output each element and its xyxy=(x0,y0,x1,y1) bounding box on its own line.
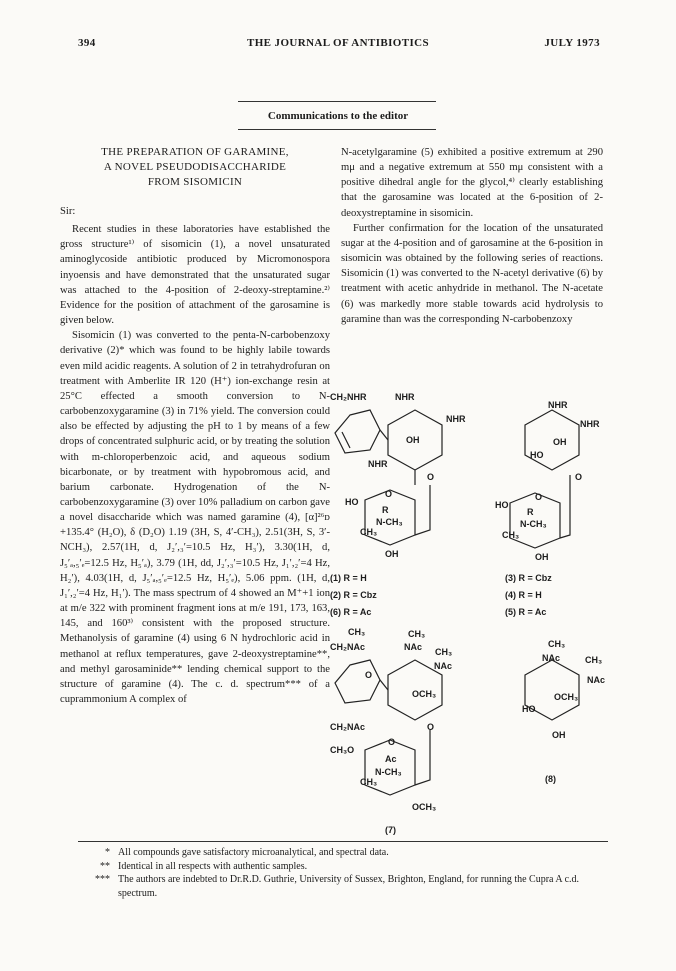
salutation: Sir: xyxy=(60,206,76,217)
label-c-ch3-4: CH₃ xyxy=(360,777,378,787)
footnote-1 xyxy=(78,846,598,860)
label-a-ho: HO xyxy=(345,497,359,507)
section-title: Communications to the editor xyxy=(267,110,409,122)
label-c-ring-o-2: O xyxy=(388,737,396,747)
label-c-nch3: N-CH₃ xyxy=(375,767,402,777)
label-b-ho: HO xyxy=(530,450,544,460)
label-c-nac-2: NAc xyxy=(434,661,453,671)
legend-compound-6: (6) R = Ac xyxy=(330,607,372,617)
left-column xyxy=(60,145,330,707)
label-d-nac-1: NAc xyxy=(542,653,561,663)
page-number: 394 xyxy=(78,37,96,49)
label-a-ch3: CH₃ xyxy=(360,527,378,537)
label-c-ch2nac: CH₂NAc xyxy=(330,642,366,652)
paragraph-confirmation: Further confirmation for the location of the unsaturated sugar at the 4-position and of garosamine at the 6-position in sisomicin was obtained by the following series of reactions. Sisomicin (1) was converted to the N-acetyl derivative (6) by treatment with acetic anhydride in methanol. The N-acetate (6) was markedly more stable towards acid hydrolysis to garamine than was the corresponding N-carbobenzoxy xyxy=(341,222,603,325)
label-b-nhr-2: NHR xyxy=(580,419,600,429)
label-a-oh: OH xyxy=(406,435,420,445)
legend-compound-4: (4) R = H xyxy=(505,590,542,600)
label-d-nac-2: NAc xyxy=(587,675,606,685)
label-b-oh-2: OH xyxy=(535,552,549,562)
label-b-oh: OH xyxy=(553,437,567,447)
footnote-mark: *** xyxy=(95,874,110,885)
legend-compound-1: (1) R = H xyxy=(330,573,367,583)
section-rule-top xyxy=(238,101,436,102)
label-a-o: O xyxy=(427,472,435,482)
label-compound-8: (8) xyxy=(545,774,556,784)
article-title-line-3: FROM SISOMICIN xyxy=(147,176,243,188)
label-c-ac: Ac xyxy=(385,754,397,764)
label-c-o: O xyxy=(427,722,435,732)
journal-name: THE JOURNAL OF ANTIBIOTICS xyxy=(246,37,430,49)
label-d-ho: HO xyxy=(522,704,536,714)
label-d-ch3-1: CH₃ xyxy=(548,639,566,649)
section-rule-bottom xyxy=(238,129,436,130)
label-a-nhr-3: NHR xyxy=(368,459,388,469)
label-c-ch3-1: CH₃ xyxy=(348,627,366,637)
label-d-ch3-2: CH₃ xyxy=(585,655,603,665)
label-c-nac-1: NAc xyxy=(404,642,423,652)
label-c-och3: OCH₃ xyxy=(412,689,437,699)
label-b-nhr-1: NHR xyxy=(548,400,568,410)
paragraph-cd-spectrum: N-acetylgaramine (5) exhibited a positive extremum at 290 mμ and a negative extremum at 550 mμ consistent with a positive dihedral angle for the glycol,⁴⁾ clearly establishing that the garosamine was located at the 6-position of 2-deoxystreptamine in sisomicin. xyxy=(341,147,603,219)
footnote-mark: ** xyxy=(100,860,110,872)
article-title-line-2: A NOVEL PSEUDODISACCHARIDE xyxy=(103,161,287,173)
footnote-2 xyxy=(78,860,598,874)
label-a-nhr-1: NHR xyxy=(395,392,415,402)
label-b-o: O xyxy=(575,472,583,482)
right-column xyxy=(341,145,603,327)
label-a-r: R xyxy=(382,505,389,515)
label-b-ch3: CH₃ xyxy=(502,530,520,540)
article-title-line-1: THE PREPARATION OF GARAMINE, xyxy=(101,146,289,158)
label-a-oh-2: OH xyxy=(385,549,399,559)
legend-compound-2: (2) R = Cbz xyxy=(330,590,377,600)
footnote-text: Identical in all respects with authentic samples. xyxy=(118,860,308,872)
label-c-ring-o: O xyxy=(365,670,373,680)
label-c-ch2nac-2: CH₂NAc xyxy=(330,722,366,732)
footnote-mark: * xyxy=(105,847,110,858)
footnote-text: All compounds gave satisfactory microanalytical, and spectral data. xyxy=(118,847,389,858)
label-compound-7: (7) xyxy=(385,825,396,835)
label-a-nhr-2: NHR xyxy=(446,414,466,424)
footnotes xyxy=(78,846,598,900)
structure-figure xyxy=(330,385,620,840)
footnote-3 xyxy=(78,873,598,900)
legend-compound-5: (5) R = Ac xyxy=(505,607,547,617)
label-d-oh: OH xyxy=(552,730,566,740)
footnote-rule xyxy=(78,841,608,842)
label-c-och3-2: OCH₃ xyxy=(412,802,437,812)
label-c-ch3-3: CH₃ xyxy=(435,647,453,657)
label-a-ch2nhr: CH₂NHR xyxy=(330,392,367,402)
label-d-och3: OCH₃ xyxy=(554,692,579,702)
label-b-ring-o: O xyxy=(535,492,543,502)
label-b-r: R xyxy=(527,507,534,517)
label-b-ho-2: HO xyxy=(495,500,509,510)
label-c-ch3o: CH₃O xyxy=(330,745,355,755)
label-c-ch3-2: CH₃ xyxy=(408,629,426,639)
label-a-ring-o: O xyxy=(385,489,393,499)
footnote-text: The authors are indebted to Dr.R.D. Guthrie, University of Sussex, Brighton, England, for running the Cupra A c.d. spectrum. xyxy=(118,874,580,899)
label-a-nch3: N-CH₃ xyxy=(376,517,403,527)
paragraph-synthesis: Sisomicin (1) was converted to the penta-N-carbobenzoxy derivative (2)* which was found to be highly labile towards even mild acidic reagents. A solution of 2 in tetrahydrofuran on treatment with Amberlite IR 120 (H⁺) ion-exchange resin at 25°C effected a smooth conversion to N-carbobenzoxygaramine (3) in 71% yield. The conversion could also be effected by adjusting the pH to 1 by means of a few drops of concentrated sulphuric acid, or by treating the solution with m-chloroperbenzoic acid, and aqueous sodium bicarbonate, or by treatment with hypobromous acid, and barium carbonate. Hydrogenation of the N-carbobenzoxygaramine (3) over 10% palladium on carbon gave a novel disaccharide which was named garamine (4), [α]²⁶ᴅ +135.4° (H₂O), δ (D₂O) 1.19 (3H, S, 4′-CH₃), 2.51(3H, S, 3′-NCH₃), 2.57(1H, d, J₂′,₃′=10.5 Hz, H₃′), 3.30(1H, d, J₅′ₐ,₅′ₑ=12.5 Hz, H₅′ₐ), 3.79 (1H, dd, J₂′,₃′=10.5 Hz, J₁′,₂′=4 Hz, H₂′), 4.03(1H, d, J₅′ₐ,₅′ₑ=12.5 Hz, H₅′ₑ), 5.06 ppm. (1H, d, J₁′,₂′=4 Hz, H₁′). The mass spectrum of 4 showed an M⁺+1 ion at m/e 322 with prominent fragment ions at m/e 191, 173, 163, 145, and 160³⁾ consistent with the proposed structure. Methanolysis of garamine (4) using 6 N hydrochloric acid in methanol at reflux temperatures, gave 2-deoxystreptamine**, and methyl garosaminide** lending chemical support to the structure of garamine (4). The c. d. spectrum*** of a cuprammonium A complex of xyxy=(60,330,330,705)
paragraph-intro: Recent studies in these laboratories have established the gross structure¹⁾ of sisomicin (1), a novel unsaturated aminoglycoside antibiotic produced by Micromonospora inyoensis and have demonstrated that the unsaturated sugar was attached to the 4-position of 2-deoxy-streptamine.²⁾ Evidence for the position of attachment of the garosamine is given below. xyxy=(60,224,330,327)
issue-date: JULY 1973 xyxy=(544,37,600,49)
label-b-nch3: N-CH₃ xyxy=(520,519,547,529)
legend-compound-3: (3) R = Cbz xyxy=(505,573,552,583)
